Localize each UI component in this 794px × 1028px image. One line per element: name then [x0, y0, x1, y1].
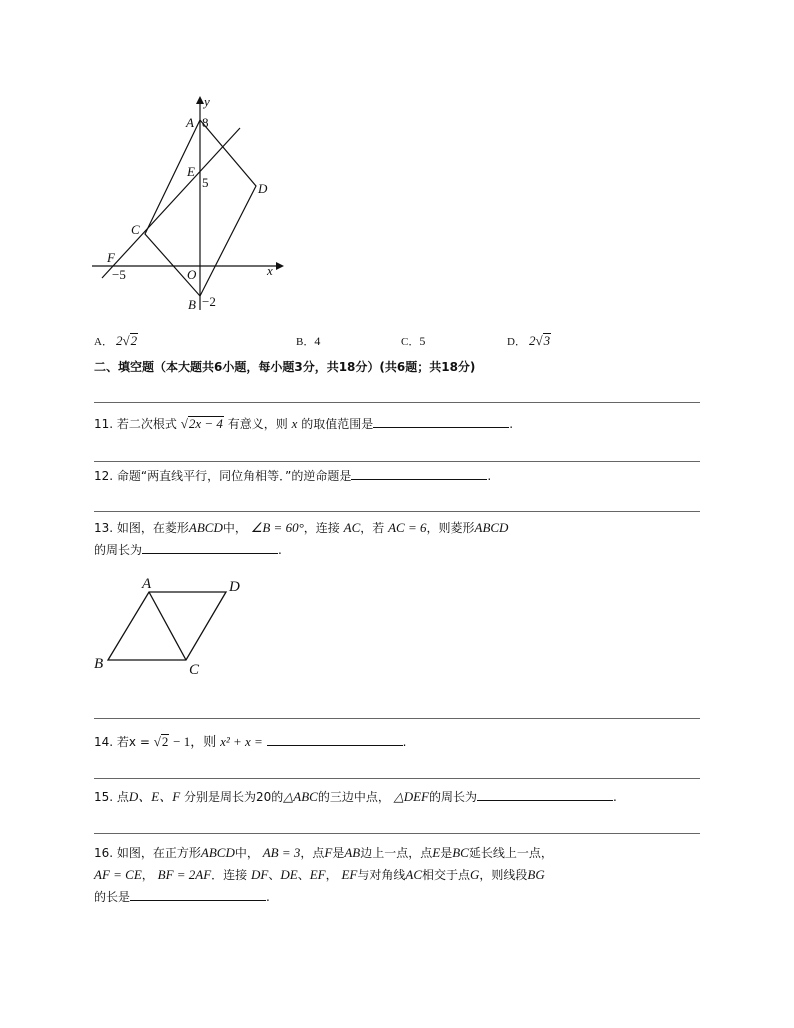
question-11: 11. 若二次根式 √2x − 4 有意义，则 x 的取值范围是 .	[94, 416, 514, 431]
option-a-radicand: 2	[130, 333, 138, 348]
option-d-label: D．	[507, 336, 526, 348]
option-b-label: B．	[296, 336, 315, 348]
label-neg2: −2	[202, 294, 216, 309]
divider	[94, 461, 700, 462]
label-C: C	[131, 222, 140, 237]
question-13: 13. 如图，在菱形ABCD中， ∠B = 60°，连接 AC，若 AC = 6，则菱形ABCD	[94, 520, 509, 535]
diagonal-ac	[149, 592, 186, 660]
label-8: 8	[202, 115, 209, 130]
label-B: B	[188, 297, 196, 312]
option-c[interactable]	[401, 333, 425, 349]
x-axis-arrow	[276, 262, 284, 270]
option-a-label: A．	[94, 336, 113, 348]
option-a-coef: 2	[115, 333, 123, 348]
label-y: y	[204, 94, 210, 109]
question-13-line2: 的周长为 .	[94, 543, 282, 557]
rhombus-label-C: C	[189, 662, 200, 678]
answer-blank-13[interactable]	[142, 541, 278, 554]
y-axis-arrow	[196, 96, 204, 104]
divider	[94, 402, 700, 403]
label-5: 5	[202, 175, 209, 190]
divider	[94, 778, 700, 779]
answer-blank-16[interactable]	[130, 888, 266, 901]
label-O: O	[187, 267, 197, 282]
option-d-radicand: 3	[543, 333, 551, 348]
option-d[interactable]: D． 2√3	[507, 333, 551, 348]
question-16-line3: 的长是 .	[94, 890, 270, 904]
divider	[94, 833, 700, 834]
line-fce	[102, 128, 240, 278]
option-c-label: C．	[401, 336, 420, 348]
divider	[94, 718, 700, 719]
answer-blank-14[interactable]	[267, 733, 403, 746]
label-F: F	[107, 250, 115, 265]
rhombus-figure	[90, 574, 260, 684]
section-title: 二、填空题（本大题共6小题，每小题3分，共18分）(共6题；共18分)	[94, 360, 476, 374]
option-b[interactable]	[296, 333, 320, 349]
label-neg5: −5	[112, 267, 126, 282]
answer-blank-15[interactable]	[477, 788, 613, 801]
label-E: E	[187, 164, 195, 179]
option-b-value: 4	[314, 334, 321, 348]
answer-blank-11[interactable]	[373, 415, 509, 428]
q11-radicand: 2x − 4	[188, 416, 223, 431]
question-12: 12. 命题“两直线平行，同位角相等．”的逆命题是 .	[94, 469, 492, 483]
question-16-line2: AF = CE， BF = 2AF．连接 DF、DE、EF， EF与对角线AC相交于点G，则线段BG	[94, 867, 545, 882]
option-c-value: 5	[419, 334, 426, 348]
option-d-coef: 2	[528, 333, 536, 348]
divider	[94, 511, 700, 512]
rhombus-label-B: B	[94, 656, 104, 672]
rhombus-label-A: A	[142, 576, 152, 592]
question-15: 15. 点D、E、F 分别是周长为20的△ABC的三边中点， △DEF的周长为 .	[94, 789, 617, 804]
coordinate-figure	[90, 92, 290, 317]
label-A: A	[186, 115, 194, 130]
option-a[interactable]: A． 2√2	[94, 333, 138, 348]
question-14: 14. 若x = √2 − 1，则 x² + x = .	[94, 734, 407, 749]
label-x: x	[267, 263, 273, 278]
question-16: 16. 如图，在正方形ABCD中， AB = 3，点F是AB边上一点，点E是BC延长线上一点，	[94, 845, 553, 860]
answer-blank-12[interactable]	[351, 467, 487, 480]
rhombus-label-D: D	[229, 579, 240, 595]
label-D: D	[258, 181, 268, 196]
